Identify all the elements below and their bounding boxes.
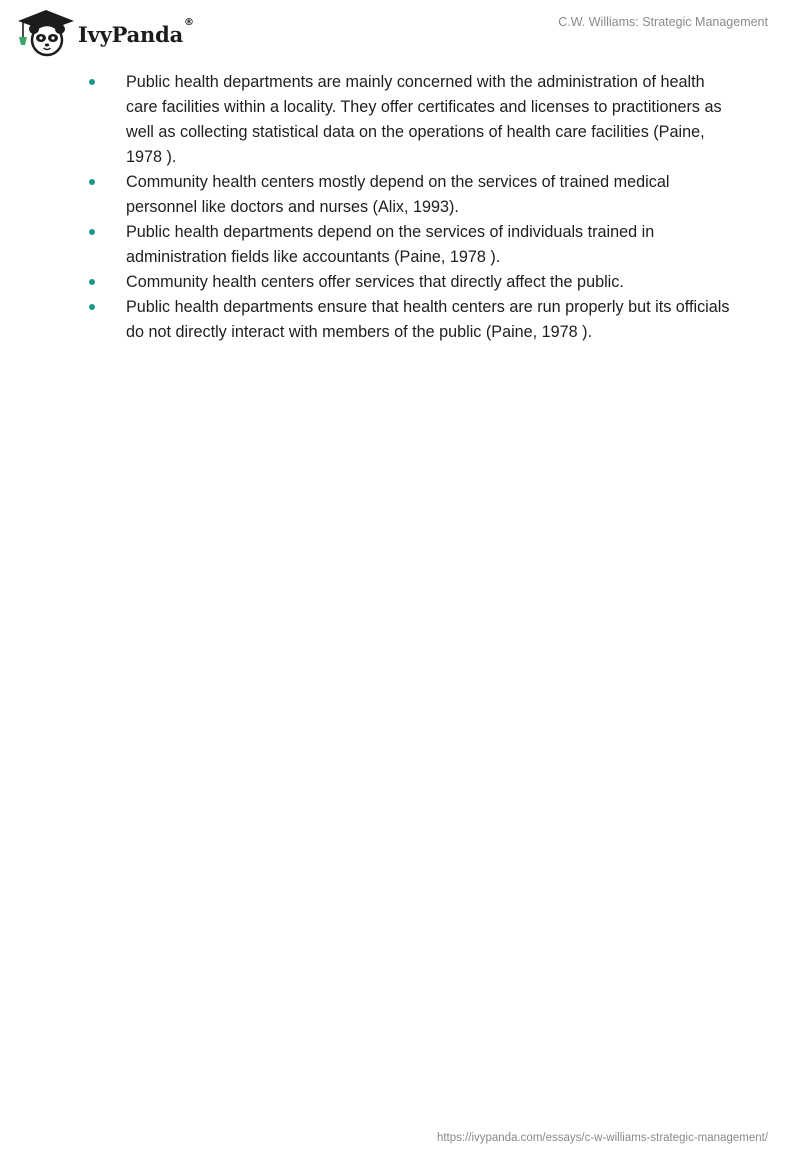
list-item [126,170,736,220]
document-title: C.W. Williams: Strategic Management [558,15,768,29]
list-item-text: Public health departments ensure that health centers are run properly but its officials do not directly interact with members of the public (Paine, 1978 ). [126,298,730,341]
footer-url-link[interactable]: https://ivypanda.com/essays/c-w-williams-strategic-management/ [436,1132,768,1144]
list-item [126,270,736,295]
list-item [126,295,736,345]
brand-logo[interactable] [14,7,194,57]
brand-name: IvyPanda [78,21,184,47]
bullet-icon [89,179,95,185]
registered-mark: ® [184,16,195,28]
list-item [126,70,736,170]
list-item-text: Public health departments depend on the services of individuals trained in administration fields like accountants (Paine, 1978 ). [126,223,655,266]
bullet-icon [89,229,95,235]
bullet-list [0,70,736,345]
bullet-icon [89,304,95,310]
list-item-text: Public health departments are mainly concerned with the administration of health care facilities within a locality. They offer certificates and licenses to practitioners as well as collecting statistical data on the operations of health care facilities (Paine, 1978 ). [126,73,722,166]
list-item-text: Community health centers offer services that directly affect the public. [126,273,624,291]
list-item [126,220,736,270]
panda-logo-icon [14,7,76,57]
page-header [0,0,800,64]
bullet-icon [89,279,95,285]
list-item-text: Community health centers mostly depend on the services of trained medical personnel like doctors and nurses (Alix, 1993). [126,173,670,216]
bullet-icon [89,79,95,85]
essay-content [0,70,800,345]
